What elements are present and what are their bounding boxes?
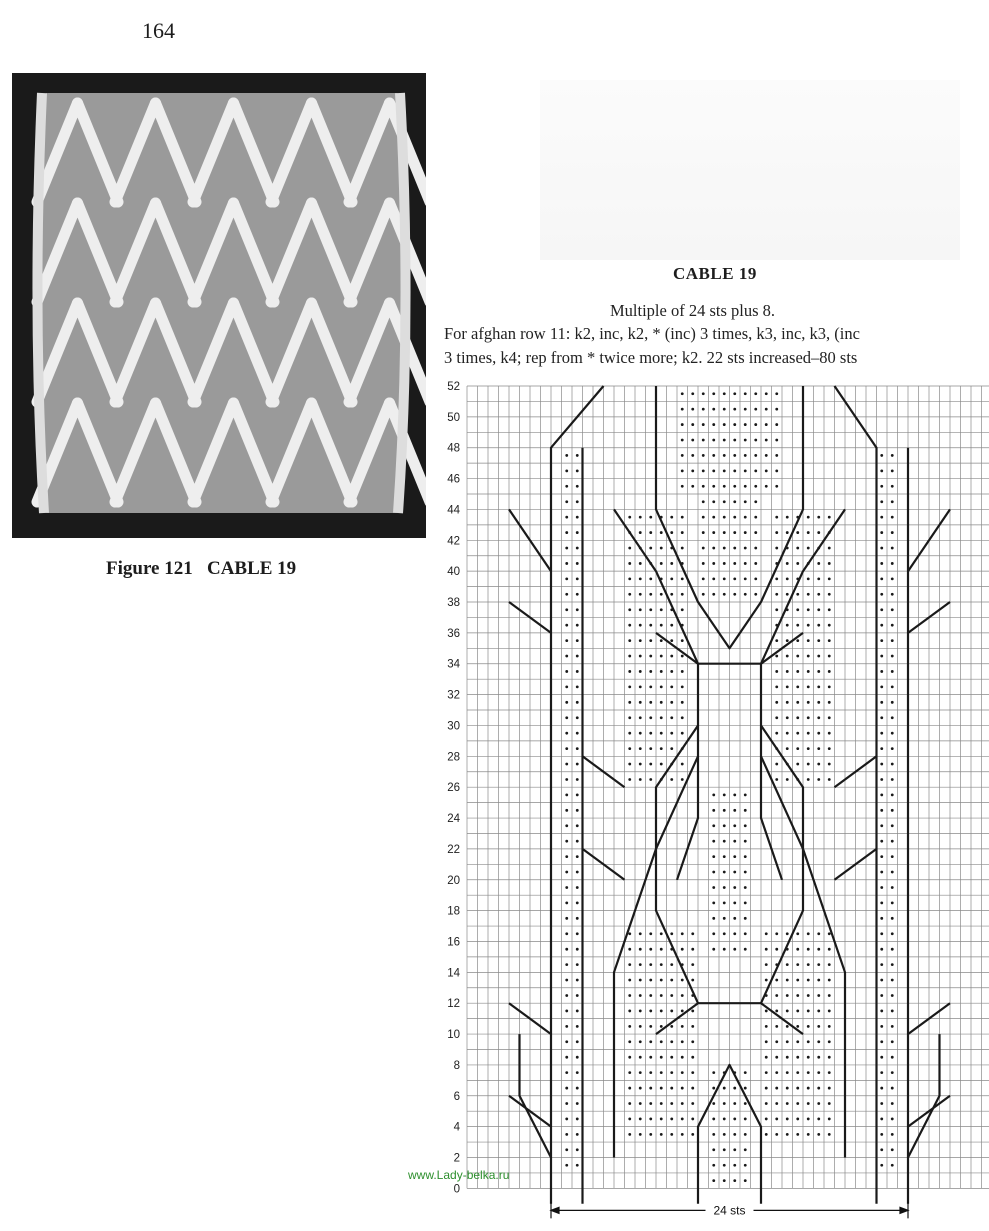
row-label-left: 30 bbox=[447, 720, 460, 733]
row-label-left: 48 bbox=[447, 442, 460, 455]
row-label-left: 12 bbox=[447, 998, 460, 1011]
watermark: www.Lady-belka.ru bbox=[408, 1168, 510, 1182]
row-label-left: 52 bbox=[447, 381, 460, 393]
row-label-left: 28 bbox=[447, 751, 460, 764]
facing-page-bleed bbox=[540, 80, 960, 260]
pattern-instructions-2: 3 times, k4; rep from * twice more; k2. 22 sts increased–80 sts bbox=[444, 348, 858, 367]
row-label-left: 4 bbox=[453, 1121, 460, 1134]
row-label-left: 2 bbox=[453, 1152, 460, 1165]
row-label-left: 34 bbox=[447, 658, 460, 671]
row-label-left: 44 bbox=[447, 504, 460, 517]
row-label-left: 0 bbox=[453, 1183, 460, 1196]
pattern-multiple: Multiple of 24 sts plus 8. bbox=[610, 301, 776, 320]
pattern-instructions-1: For afghan row 11: k2, inc, k2, * (inc) 3 times, k3, inc, k3, (inc bbox=[444, 324, 860, 343]
row-label-left: 22 bbox=[447, 843, 460, 856]
row-label-left: 32 bbox=[447, 689, 460, 702]
row-label-left: 8 bbox=[453, 1059, 460, 1072]
repeat-label: 24 sts bbox=[713, 1203, 746, 1218]
left-row-labels bbox=[447, 381, 460, 1195]
swatch-photo bbox=[12, 73, 426, 538]
pattern-title: CABLE 19 bbox=[673, 264, 757, 283]
row-label-left: 40 bbox=[447, 566, 460, 579]
row-label-left: 24 bbox=[447, 813, 460, 826]
row-label-left: 42 bbox=[447, 535, 460, 548]
row-label-left: 10 bbox=[447, 1029, 460, 1042]
row-label-left: 36 bbox=[447, 627, 460, 640]
stitch-chart bbox=[435, 378, 989, 1231]
figure-caption: Figure 121 CABLE 19 bbox=[106, 558, 297, 579]
row-label-left: 50 bbox=[447, 411, 460, 424]
row-label-left: 16 bbox=[447, 936, 460, 949]
row-label-left: 20 bbox=[447, 874, 460, 887]
row-label-left: 26 bbox=[447, 782, 460, 795]
row-label-left: 6 bbox=[453, 1090, 460, 1103]
row-label-left: 38 bbox=[447, 597, 460, 610]
row-label-left: 46 bbox=[447, 473, 460, 486]
row-label-left: 14 bbox=[447, 967, 460, 980]
page-number: 164 bbox=[142, 18, 175, 43]
row-label-left: 18 bbox=[447, 905, 460, 918]
